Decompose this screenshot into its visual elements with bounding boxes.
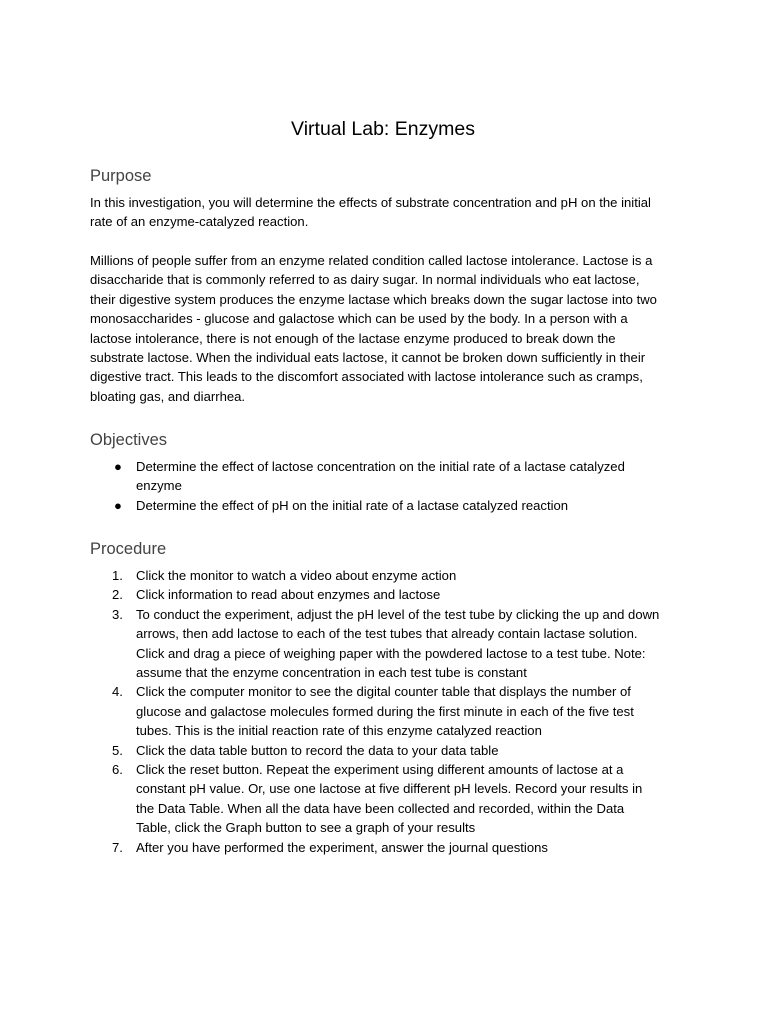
procedure-step xyxy=(90,838,662,857)
document-title: Virtual Lab: Enzymes xyxy=(291,118,475,140)
procedure-step xyxy=(90,566,662,585)
objective-item xyxy=(90,457,662,496)
step-number: 1. xyxy=(112,568,123,583)
bullet-icon: ● xyxy=(114,497,122,513)
objective-item xyxy=(90,496,662,515)
procedure-list xyxy=(90,566,662,857)
procedure-step xyxy=(90,585,662,604)
objective-text: Determine the effect of pH on the initial rate of a lactase catalyzed reaction xyxy=(136,497,569,513)
purpose-heading: Purpose xyxy=(90,167,152,185)
procedure-step xyxy=(90,741,662,760)
purpose-paragraph-1: In this investigation, you will determine the effects of substrate concentration and pH on the initial rate of an enzyme-catalyzed reaction. xyxy=(90,195,651,230)
procedure-step xyxy=(90,682,662,740)
purpose-paragraph-2: Millions of people suffer from an enzyme related condition called lactose intolerance. Lactose is a disaccharide that is commonly referred to as dairy sugar. In normal individuals who eat lactose, their digestive system produces the enzyme lactase which breaks down the sugar lactose into two monosaccharides - glucose and galactose which can be used by the body. In a person with a lactose intolerance, there is not enough of the lactase enzyme produced to break down the substrate lactose. When the individual eats lactose, it cannot be broken down sufficiently in their digestive tract. This leads to the discomfort associated with lactose intolerance such as cramps, bloating gas, and diarrhea. xyxy=(90,253,657,404)
bullet-icon: ● xyxy=(114,459,122,474)
objectives-list xyxy=(90,457,662,515)
step-number: 4. xyxy=(112,684,123,700)
step-text: Click the computer monitor to see the digital counter table that displays the number of glucose and galactose molecules formed during the first minute in each of the five test tubes. This is the initial reaction rate of this enzyme catalyzed reaction xyxy=(136,684,634,739)
objective-text: Determine the effect of lactose concentration on the initial rate of a lactase catalyzed enzyme xyxy=(136,459,625,494)
step-text: Click the monitor to watch a video about enzyme action xyxy=(136,568,457,583)
procedure-heading: Procedure xyxy=(90,540,167,558)
step-number: 3. xyxy=(112,606,123,622)
step-text: Click the data table button to record the data to your data table xyxy=(136,742,499,758)
step-text: Click the reset button. Repeat the experiment using different amounts of lactose at a constant pH value. Or, use one lactose at five different pH levels. Record your results in the Data Table. When all the data have been collected and recorded, within the Data Table, click the Graph button to see a graph of your results xyxy=(136,762,643,836)
step-text: After you have performed the experiment, answer the journal questions xyxy=(136,839,548,855)
procedure-step xyxy=(90,605,662,683)
step-number: 5. xyxy=(112,742,123,758)
procedure-step xyxy=(90,760,662,838)
objectives-heading: Objectives xyxy=(90,431,168,449)
step-text: To conduct the experiment, adjust the pH level of the test tube by clicking the up and down arrows, then add lactose to each of the test tubes that already contain lactase solution. Click and drag a piece of weighing paper with the powdered lactose to a test tube. Note: assume that the enzyme concentration in each test tube is constant xyxy=(136,606,660,681)
step-text: Click information to read about enzymes and lactose xyxy=(136,587,441,603)
step-number: 7. xyxy=(112,839,123,855)
step-number: 2. xyxy=(112,587,123,603)
step-number: 6. xyxy=(112,762,123,778)
